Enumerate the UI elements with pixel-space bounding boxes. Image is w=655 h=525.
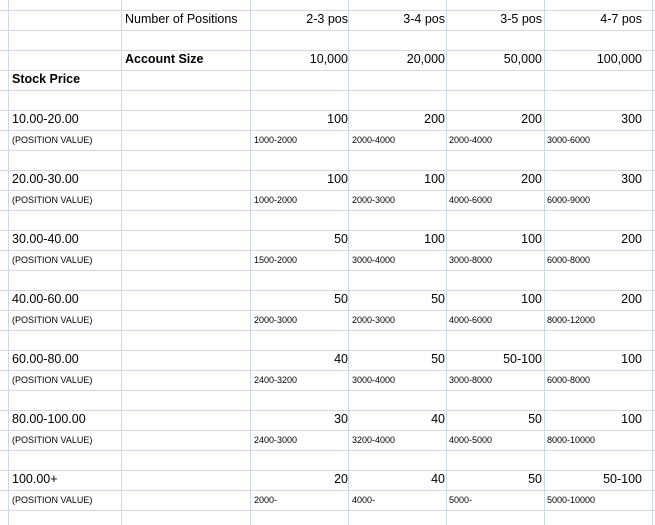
row-gridline: [0, 330, 655, 331]
row-gridline: [0, 370, 655, 371]
shares-cell[interactable]: 100: [424, 232, 445, 246]
account-size-col-2[interactable]: 20,000: [406, 52, 445, 66]
row-gridline: [0, 450, 655, 451]
shares-cell[interactable]: 30: [334, 412, 348, 426]
position-value-cell[interactable]: 6000-9000: [547, 195, 591, 205]
shares-cell[interactable]: 100: [621, 412, 642, 426]
row-gridline: [0, 290, 655, 291]
stock-price-range[interactable]: 10.00-20.00: [12, 112, 79, 126]
row-gridline: [0, 250, 655, 251]
position-value-cell[interactable]: 1000-2000: [254, 195, 298, 205]
position-value-cell[interactable]: 5000-: [449, 495, 473, 505]
position-value-cell[interactable]: 3000-8000: [449, 255, 493, 265]
row-gridline: [0, 470, 655, 471]
position-value-cell[interactable]: 3000-4000: [352, 255, 396, 265]
shares-cell[interactable]: 50-100: [603, 472, 642, 486]
account-size-label[interactable]: Account Size: [125, 52, 204, 66]
position-value-cell[interactable]: 2000-3000: [352, 315, 396, 325]
position-value-label[interactable]: (POSITION VALUE): [12, 315, 93, 325]
position-value-cell[interactable]: 8000-10000: [547, 435, 596, 445]
shares-cell[interactable]: 50: [431, 352, 445, 366]
position-value-cell[interactable]: 3000-8000: [449, 375, 493, 385]
position-value-cell[interactable]: 6000-8000: [547, 375, 591, 385]
positions-label[interactable]: Number of Positions: [125, 12, 238, 26]
positions-col-2[interactable]: 3-4 pos: [403, 12, 445, 26]
position-value-cell[interactable]: 2400-3000: [254, 435, 298, 445]
position-value-label[interactable]: (POSITION VALUE): [12, 255, 93, 265]
row-gridline: [0, 510, 655, 511]
stock-price-range[interactable]: 100.00+: [12, 472, 58, 486]
shares-cell[interactable]: 40: [431, 412, 445, 426]
position-value-label[interactable]: (POSITION VALUE): [12, 375, 93, 385]
position-value-cell[interactable]: 2000-3000: [254, 315, 298, 325]
account-size-col-1[interactable]: 10,000: [309, 52, 348, 66]
stock-price-range[interactable]: 60.00-80.00: [12, 352, 79, 366]
row-gridline: [0, 110, 655, 111]
row-gridline: [0, 230, 655, 231]
row-gridline: [0, 150, 655, 151]
positions-col-1[interactable]: 2-3 pos: [306, 12, 348, 26]
row-gridline: [0, 310, 655, 311]
shares-cell[interactable]: 50: [528, 412, 542, 426]
account-size-col-3[interactable]: 50,000: [503, 52, 542, 66]
position-value-label[interactable]: (POSITION VALUE): [12, 495, 93, 505]
position-value-cell[interactable]: 5000-10000: [547, 495, 596, 505]
column-gridline: [250, 0, 251, 525]
shares-cell[interactable]: 100: [424, 172, 445, 186]
shares-cell[interactable]: 50: [334, 292, 348, 306]
shares-cell[interactable]: 40: [334, 352, 348, 366]
shares-cell[interactable]: 100: [521, 292, 542, 306]
shares-cell[interactable]: 20: [334, 472, 348, 486]
column-gridline: [544, 0, 545, 525]
column-gridline: [652, 0, 653, 525]
row-gridline: [0, 90, 655, 91]
account-size-col-4[interactable]: 100,000: [596, 52, 642, 66]
positions-col-3[interactable]: 3-5 pos: [500, 12, 542, 26]
shares-cell[interactable]: 300: [621, 112, 642, 126]
row-gridline: [0, 210, 655, 211]
shares-cell[interactable]: 200: [521, 112, 542, 126]
row-gridline: [0, 490, 655, 491]
shares-cell[interactable]: 300: [621, 172, 642, 186]
position-value-label[interactable]: (POSITION VALUE): [12, 195, 93, 205]
position-value-cell[interactable]: 2000-4000: [352, 135, 396, 145]
position-value-cell[interactable]: 1500-2000: [254, 255, 298, 265]
column-gridline: [348, 0, 349, 525]
row-gridline: [0, 390, 655, 391]
shares-cell[interactable]: 50: [431, 292, 445, 306]
shares-cell[interactable]: 100: [521, 232, 542, 246]
position-value-label[interactable]: (POSITION VALUE): [12, 135, 93, 145]
row-gridline: [0, 70, 655, 71]
row-gridline: [0, 410, 655, 411]
row-gridline: [0, 130, 655, 131]
row-gridline: [0, 190, 655, 191]
row-gridline: [0, 10, 655, 11]
stock-price-range[interactable]: 30.00-40.00: [12, 232, 79, 246]
row-gridline: [0, 170, 655, 171]
position-value-cell[interactable]: 2000-4000: [449, 135, 493, 145]
shares-cell[interactable]: 100: [327, 172, 348, 186]
stock-price-range[interactable]: 20.00-30.00: [12, 172, 79, 186]
position-value-cell[interactable]: 4000-6000: [449, 195, 493, 205]
row-gridline: [0, 270, 655, 271]
shares-cell[interactable]: 200: [621, 292, 642, 306]
stock-price-range[interactable]: 80.00-100.00: [12, 412, 86, 426]
shares-cell[interactable]: 100: [621, 352, 642, 366]
position-value-label[interactable]: (POSITION VALUE): [12, 435, 93, 445]
column-gridline: [446, 0, 447, 525]
shares-cell[interactable]: 200: [424, 112, 445, 126]
row-gridline: [0, 430, 655, 431]
position-value-cell[interactable]: 8000-12000: [547, 315, 596, 325]
shares-cell[interactable]: 200: [621, 232, 642, 246]
row-gridline: [0, 50, 655, 51]
position-value-cell[interactable]: 6000-8000: [547, 255, 591, 265]
column-gridline: [8, 0, 9, 525]
shares-cell[interactable]: 40: [431, 472, 445, 486]
position-value-cell[interactable]: 1000-2000: [254, 135, 298, 145]
position-value-cell[interactable]: 2000-: [254, 495, 278, 505]
shares-cell[interactable]: 50-100: [503, 352, 542, 366]
position-value-cell[interactable]: 3200-4000: [352, 435, 396, 445]
stock-price-label[interactable]: Stock Price: [12, 72, 81, 86]
position-value-cell[interactable]: 4000-5000: [449, 435, 493, 445]
position-value-cell[interactable]: 4000-: [352, 495, 376, 505]
position-value-cell[interactable]: 3000-4000: [352, 375, 396, 385]
positions-col-4[interactable]: 4-7 pos: [600, 12, 642, 26]
shares-cell[interactable]: 200: [521, 172, 542, 186]
position-value-cell[interactable]: 2400-3200: [254, 375, 298, 385]
stock-price-range[interactable]: 40.00-60.00: [12, 292, 79, 306]
position-value-cell[interactable]: 4000-6000: [449, 315, 493, 325]
shares-cell[interactable]: 100: [327, 112, 348, 126]
position-value-cell[interactable]: 2000-3000: [352, 195, 396, 205]
row-gridline: [0, 350, 655, 351]
row-gridline: [0, 30, 655, 31]
shares-cell[interactable]: 50: [334, 232, 348, 246]
shares-cell[interactable]: 50: [528, 472, 542, 486]
position-value-cell[interactable]: 3000-6000: [547, 135, 591, 145]
